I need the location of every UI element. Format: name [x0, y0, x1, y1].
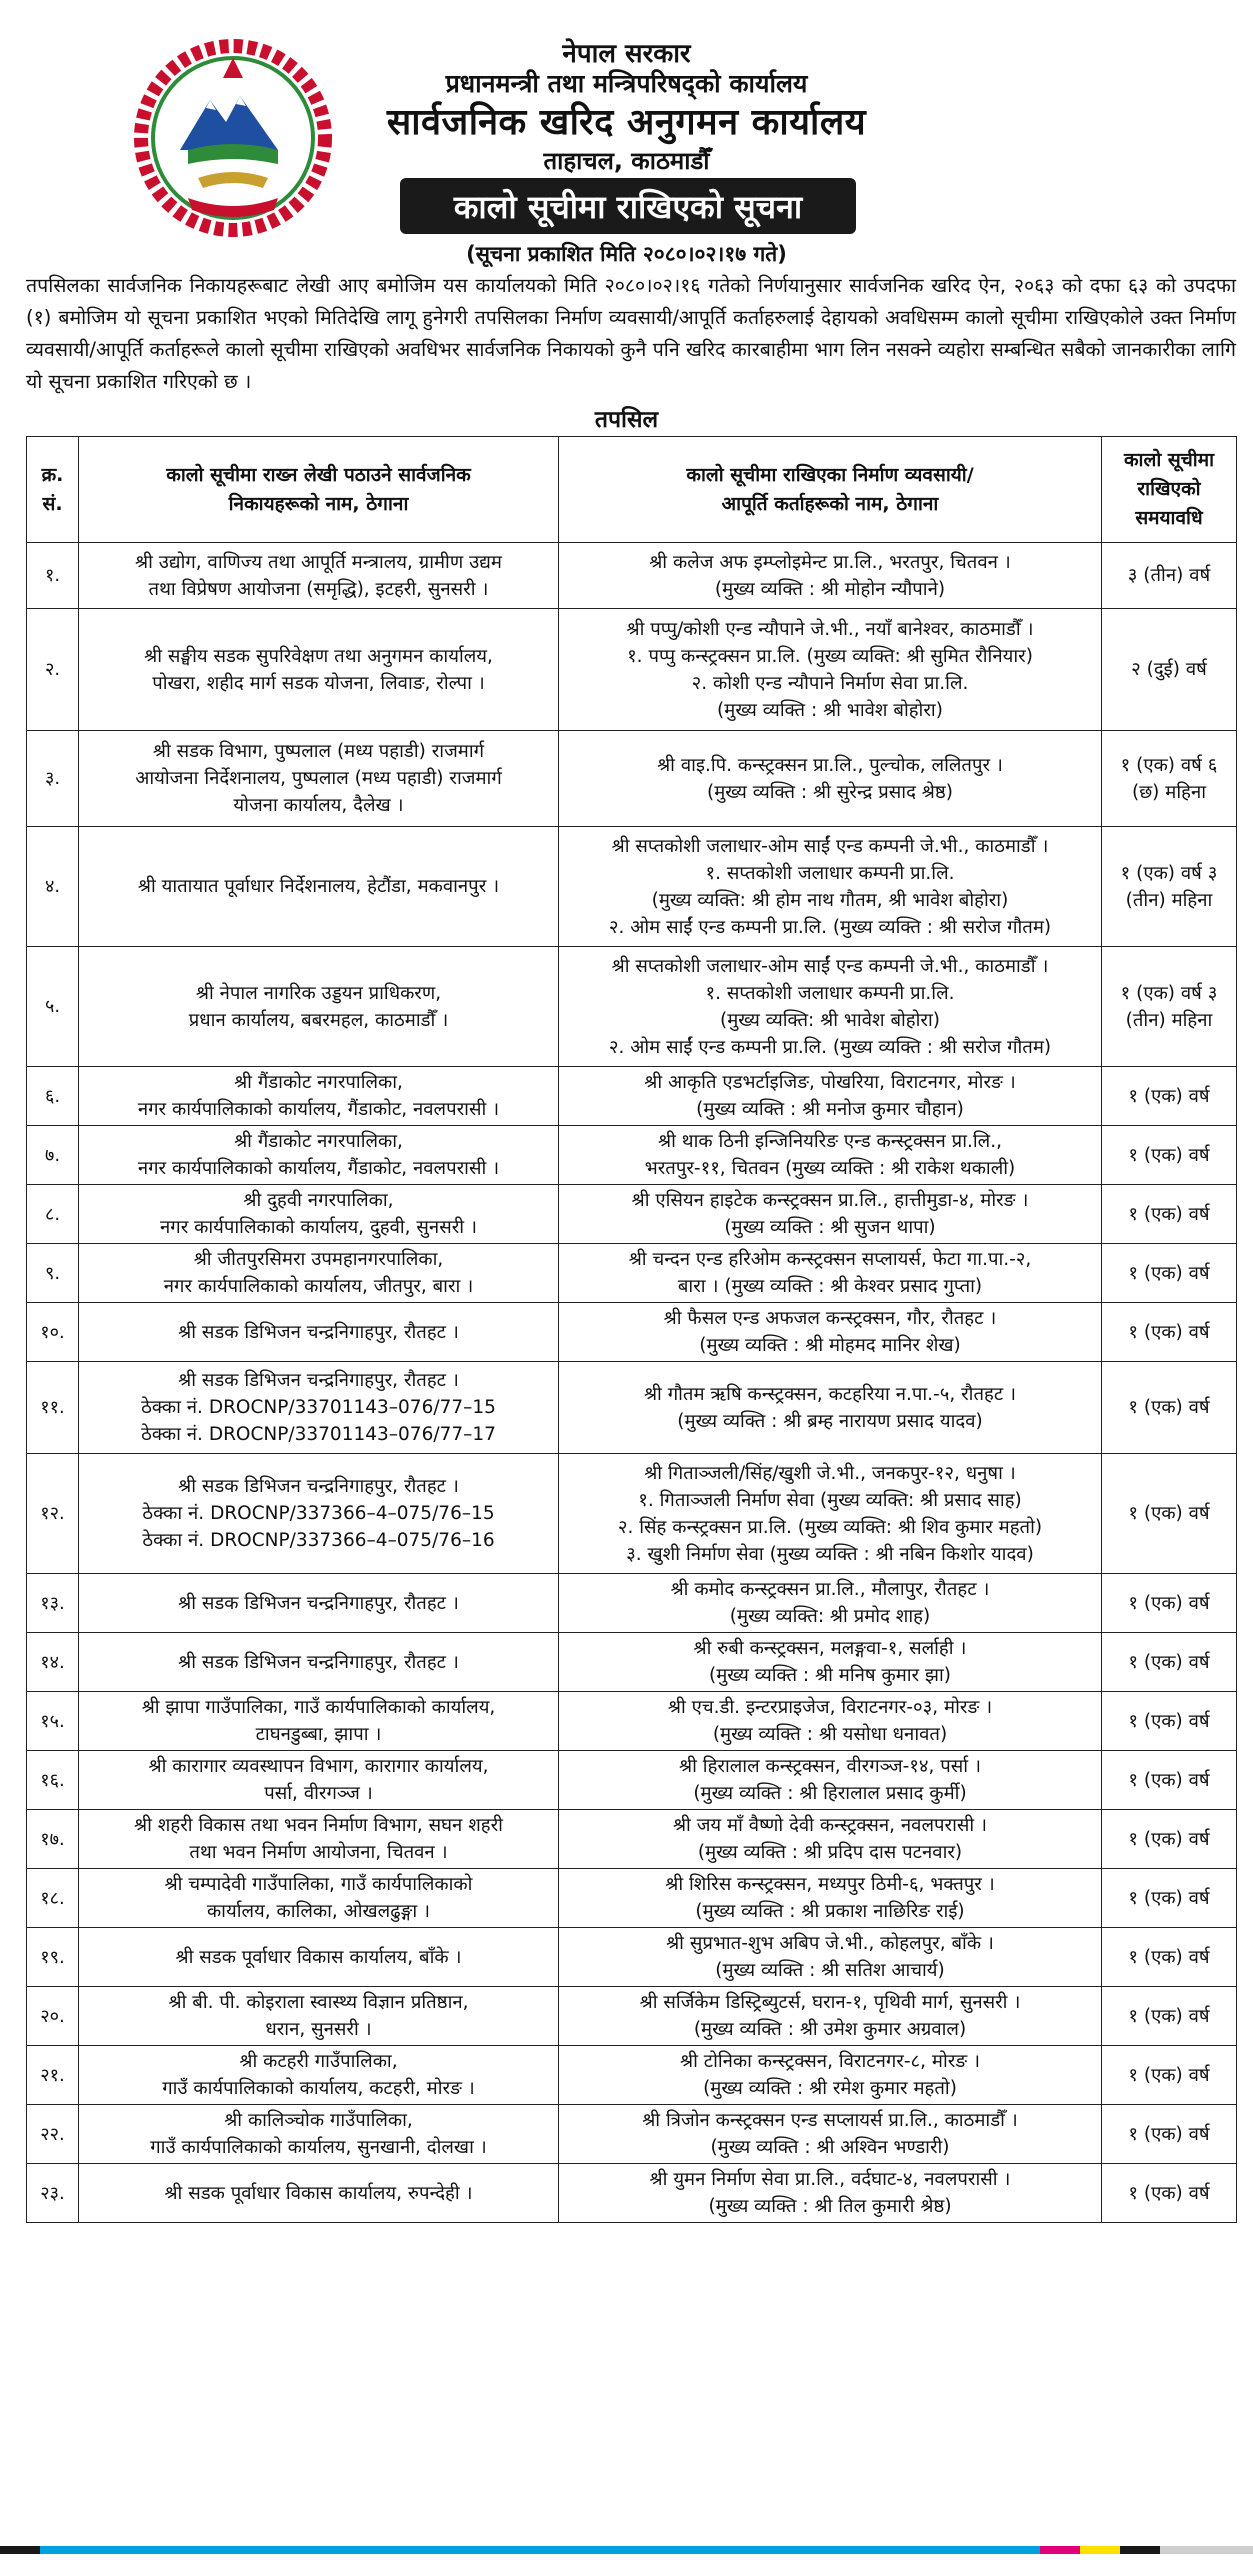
blacklist-table [26, 436, 1237, 2223]
period-line: ३ (तीन) वर्ष [1127, 565, 1211, 586]
contractor-line: १. गिताञ्जली निर्माण सेवा (मुख्य व्यक्ति: श्री प्रसाद साह) [638, 1489, 1022, 1511]
contractor-line: १. सप्तकोशी जलाधार कम्पनी प्रा.लि. [705, 982, 955, 1004]
entity-cell [79, 1244, 559, 1303]
entity-cell [79, 1810, 559, 1869]
contractor-cell [559, 1067, 1102, 1126]
contractor-cell [559, 1244, 1102, 1303]
serial-number: २१. [27, 2046, 79, 2105]
contractor-line: श्री सुप्रभात-शुभ अबिप जे.भी., कोहलपुर, बाँके । [666, 1933, 994, 1954]
entity-line: श्री सडक डिभिजन चन्द्रनिगाहपुर, रौतहट । [178, 1321, 459, 1343]
entity-cell [79, 1303, 559, 1362]
publication-date: (सूचना प्रकाशित मिति २०८०।०२।१७ गते) [466, 242, 787, 266]
entity-cell [79, 1633, 559, 1692]
contractor-cell [559, 2164, 1102, 2223]
period-line: १ (एक) वर्ष ३ [1120, 982, 1218, 1004]
table-row [27, 1633, 1237, 1692]
contractor-cell [559, 1987, 1102, 2046]
contractor-line: (मुख्य व्यक्ति : श्री यसोधा धनावत) [712, 1724, 948, 1745]
period-line: १ (एक) वर्ष [1128, 2182, 1210, 2204]
serial-number: ७. [27, 1126, 79, 1185]
contractor-line: श्री युमन निर्माण सेवा प्रा.लि., वर्दघाट-४, नवलपरासी । [649, 2169, 1011, 2190]
entity-cell [79, 947, 559, 1067]
color-swatch [1040, 2546, 1080, 2554]
serial-number: १२. [27, 1454, 79, 1574]
entity-line: तथा भवन निर्माण आयोजना, चितवन । [189, 1842, 448, 1863]
entity-line: ठेक्का नं. DROCNP/337366–4–075/76–15 [142, 1503, 495, 1524]
contractor-line: (मुख्य व्यक्ति : श्री सुरेन्द्र प्रसाद श्रेष्ठ) [706, 781, 954, 803]
contractor-line: (मुख्य व्यक्ति : श्री अश्विन भण्डारी) [710, 2137, 950, 2158]
period-line: २ (दुई) वर्ष [1131, 659, 1207, 680]
period-line: (तीन) महिना [1125, 889, 1213, 911]
entity-line: श्री सडक डिभिजन चन्द्रनिगाहपुर, रौतहट । [178, 1651, 459, 1673]
ministry-name: प्रधानमन्त्री तथा मन्त्रिपरिषद्को कार्यालय [445, 69, 808, 98]
period-cell [1102, 1751, 1237, 1810]
table-row [27, 1244, 1237, 1303]
entity-cell [79, 1067, 559, 1126]
entity-cell [79, 827, 559, 947]
period-line: १ (एक) वर्ष [1128, 1321, 1210, 1343]
entity-cell [79, 1362, 559, 1454]
entity-line: कार्यालय, कालिका, ओखलढुङ्गा । [206, 1901, 431, 1922]
serial-number: १. [27, 543, 79, 609]
entity-line: श्री जीतपुरसिमरा उपमहानगरपालिका, [193, 1249, 444, 1270]
contractor-line: श्री गिताञ्जली/सिंह/खुशी जे.भी., जनकपुर-१२, धनुषा । [644, 1462, 1016, 1484]
period-cell [1102, 2046, 1237, 2105]
period-line: १ (एक) वर्ष ३ [1120, 862, 1218, 884]
entity-line: आयोजना निर्देशनालय, पुष्पलाल (मध्य पहाडी) राजमार्ग [135, 768, 502, 789]
entity-line: श्री सडक डिभिजन चन्द्रनिगाहपुर, रौतहट । [178, 1592, 459, 1614]
period-line: १ (एक) वर्ष [1128, 1397, 1210, 1418]
entity-line: श्री चम्पादेवी गाउँपालिका, गाउँ कार्यपालिकाको [164, 1874, 473, 1895]
serial-number: ४. [27, 827, 79, 947]
contractor-line: (मुख्य व्यक्ति : श्री मनिष कुमार झा) [709, 1665, 951, 1686]
contractor-line: (मुख्य व्यक्ति: श्री होम नाथ गौतम, श्री भावेश बोहोरा) [651, 889, 1009, 911]
entity-cell [79, 731, 559, 827]
table-row [27, 1987, 1237, 2046]
contractor-line: (मुख्य व्यक्ति : श्री ब्रम्ह नारायण प्रसाद यादव) [677, 1410, 983, 1432]
contractor-cell [559, 731, 1102, 827]
entity-line: श्री सडक विभाग, पुष्पलाल (मध्य पहाडी) राजमार्ग [152, 741, 485, 762]
serial-number: १०. [27, 1303, 79, 1362]
entity-line: पर्सा, वीरगञ्ज । [264, 1783, 373, 1804]
period-cell [1102, 1362, 1237, 1454]
contractor-line: श्री फैसल एन्ड अफजल कन्स्ट्रक्सन, गौर, रौतहट । [663, 1308, 997, 1329]
entity-line: श्री यातायात पूर्वाधार निर्देशनालय, हेटौंडा, मकवानपुर । [137, 876, 500, 897]
period-line: १ (एक) वर्ष [1128, 1946, 1210, 1968]
contractor-cell [559, 1810, 1102, 1869]
period-line: १ (एक) वर्ष [1128, 1085, 1210, 1107]
period-line: १ (एक) वर्ष [1128, 1592, 1210, 1614]
serial-number: १६. [27, 1751, 79, 1810]
entity-line: श्री शहरी विकास तथा भवन निर्माण विभाग, सघन शहरी [134, 1815, 503, 1836]
entity-line: टाघनडुब्बा, झापा । [255, 1724, 382, 1745]
contractor-cell [559, 1692, 1102, 1751]
table-row [27, 1928, 1237, 1987]
period-cell [1102, 1928, 1237, 1987]
table-row [27, 1751, 1237, 1810]
contractor-cell [559, 1574, 1102, 1633]
color-swatch [40, 2546, 1040, 2554]
contractor-cell [559, 2105, 1102, 2164]
period-line: १ (एक) वर्ष [1128, 1651, 1210, 1673]
color-swatch [1120, 2546, 1160, 2554]
contractor-line: श्री वाइ.पि. कन्स्ट्रक्सन प्रा.लि., पुल्चोक, ललितपुर । [657, 754, 1003, 776]
office-name: सार्वजनिक खरिद अनुगमन कार्यालय [386, 102, 867, 143]
contractor-line: श्री सर्जिकेम डिस्ट्रिब्युटर्स, घरान-१, पृथिवी मार्ग, सुनसरी । [639, 1992, 1021, 2013]
entity-line: श्री सडक डिभिजन चन्द्रनिगाहपुर, रौतहट । [178, 1476, 459, 1497]
period-line: १ (एक) वर्ष ६ [1120, 754, 1218, 776]
contractor-cell [559, 1126, 1102, 1185]
entity-cell [79, 1928, 559, 1987]
entity-line: नगर कार्यपालिकाको कार्यालय, दुहवी, सुनसरी । [160, 1217, 477, 1238]
serial-number: ६. [27, 1067, 79, 1126]
contractor-line: (मुख्य व्यक्ति: श्री प्रमोद शाह) [729, 1606, 931, 1627]
entity-cell [79, 1126, 559, 1185]
serial-number: १५. [27, 1692, 79, 1751]
header-line: समयावधि [1135, 507, 1203, 529]
contractor-line: श्री कलेज अफ इम्प्लोइमेन्ट प्रा.लि., भरतपुर, चितवन । [649, 551, 1011, 573]
entity-line: गाउँ कार्यपालिकाको कार्यालय, सुनखानी, दोलखा । [150, 2137, 487, 2158]
header-line: कालो सूचीमा [1123, 449, 1215, 471]
entity-cell [79, 2046, 559, 2105]
entity-line: तथा विप्रेषण आयोजना (समृद्धि), इटहरी, सुनसरी । [148, 578, 489, 600]
contractor-line: (मुख्य व्यक्ति : श्री सतिश आचार्य) [715, 1960, 945, 1981]
table-row [27, 1303, 1237, 1362]
period-line: १ (एक) वर्ष [1128, 1503, 1210, 1524]
table-row [27, 1454, 1237, 1574]
table-row [27, 2164, 1237, 2223]
table-row [27, 1185, 1237, 1244]
header-entity [79, 437, 559, 543]
table-row [27, 1574, 1237, 1633]
entity-line: नगर कार्यपालिकाको कार्यालय, गैंडाकोट, नवलपरासी । [137, 1158, 500, 1179]
period-line: १ (एक) वर्ष [1128, 2064, 1210, 2086]
contractor-line: १. पप्पु कन्स्ट्रक्सन प्रा.लि. (मुख्य व्यक्ति: श्री सुमित रौनियार) [627, 645, 1033, 667]
print-color-bar [0, 2540, 1253, 2560]
contractor-cell [559, 543, 1102, 609]
table-row [27, 2046, 1237, 2105]
header-serial [27, 437, 79, 543]
contractor-line: श्री एच.डी. इन्टरप्राइजेज, विराटनगर-०३, मोरङ । [667, 1697, 993, 1718]
contractor-cell [559, 1185, 1102, 1244]
entity-line: नगर कार्यपालिकाको कार्यालय, जीतपुर, बारा । [163, 1276, 474, 1297]
contractor-cell [559, 1751, 1102, 1810]
period-line: १ (एक) वर्ष [1128, 1769, 1210, 1791]
period-cell [1102, 543, 1237, 609]
entity-line: श्री कालिञ्चोक गाउँपालिका, [224, 2110, 413, 2131]
contractor-line: श्री चन्दन एन्ड हरिओम कन्स्ट्रक्सन सप्लायर्स, फेटा गा.पा.-२, [628, 1249, 1032, 1270]
contractor-line: (मुख्य व्यक्ति : श्री मोहमद मानिर शेख) [699, 1335, 961, 1356]
entity-line: श्री उद्योग, वाणिज्य तथा आपूर्ति मन्त्रालय, ग्रामीण उद्यम [135, 551, 502, 573]
serial-number: १८. [27, 1869, 79, 1928]
entity-line: श्री सङ्घीय सडक सुपरिवेक्षण तथा अनुगमन कार्यालय, [144, 645, 493, 667]
contractor-line: (मुख्य व्यक्ति : श्री प्रकाश नाछिरिङ राई) [695, 1901, 965, 1922]
period-cell [1102, 827, 1237, 947]
schedule-heading: तपसिल [594, 407, 659, 433]
period-cell [1102, 947, 1237, 1067]
header-contractor [559, 437, 1102, 543]
table-row [27, 543, 1237, 609]
entity-line: श्री गैंडाकोट नगरपालिका, [234, 1072, 403, 1093]
period-line: १ (एक) वर्ष [1128, 1144, 1210, 1166]
period-cell [1102, 1185, 1237, 1244]
table-row [27, 1692, 1237, 1751]
entity-line: पोखरा, शहीद मार्ग सडक योजना, लिवाङ, रोल्पा । [152, 672, 485, 694]
entity-line: योजना कार्यालय, दैलेख । [233, 795, 404, 816]
serial-number: २३. [27, 2164, 79, 2223]
contractor-cell [559, 1454, 1102, 1574]
contractor-line: श्री जय माँ वैष्णो देवी कन्स्ट्रक्सन, नवलपरासी । [672, 1815, 988, 1836]
entity-cell [79, 1454, 559, 1574]
contractor-line: (मुख्य व्यक्ति : श्री सुजन थापा) [724, 1217, 936, 1238]
contractor-line: (मुख्य व्यक्ति : श्री मनोज कुमार चौहान) [696, 1099, 964, 1120]
entity-cell [79, 609, 559, 731]
period-cell [1102, 1869, 1237, 1928]
period-cell [1102, 1987, 1237, 2046]
serial-number: २२. [27, 2105, 79, 2164]
contractor-line: (मुख्य व्यक्ति : श्री हिरालाल प्रसाद कुर्मी) [693, 1783, 967, 1804]
contractor-line: श्री सप्तकोशी जलाधार-ओम साईं एन्ड कम्पनी जे.भी., काठमाडौँ । [611, 835, 1049, 857]
entity-line: श्री सडक पूर्वाधार विकास कार्यालय, रुपन्देही । [164, 2182, 473, 2204]
serial-number: २०. [27, 1987, 79, 2046]
header-line: क्र. [41, 463, 64, 486]
header-line: कालो सूचीमा राखिएका निर्माण व्यवसायी/ [686, 463, 974, 486]
contractor-line: २. ओम साईं एन्ड कम्पनी प्रा.लि. (मुख्य व्यक्ति : श्री सरोज गौतम) [608, 1036, 1052, 1058]
contractor-cell [559, 609, 1102, 731]
contractor-line: (मुख्य व्यक्ति : श्री भावेश बोहोरा) [717, 699, 943, 721]
contractor-cell [559, 1869, 1102, 1928]
table-row [27, 1869, 1237, 1928]
serial-number: १९. [27, 1928, 79, 1987]
period-cell [1102, 1303, 1237, 1362]
contractor-line: श्री आकृति एडभर्टाइजिङ, पोखरिया, विराटनगर, मोरङ । [644, 1072, 1016, 1093]
contractor-line: (मुख्य व्यक्ति: श्री भावेश बोहोरा) [720, 1009, 940, 1031]
entity-line: श्री नेपाल नागरिक उड्डयन प्राधिकरण, [195, 982, 442, 1004]
period-cell [1102, 1126, 1237, 1185]
serial-number: १३. [27, 1574, 79, 1633]
contractor-line: भरतपुर-११, चितवन (मुख्य व्यक्ति : श्री राकेश थकाली) [644, 1158, 1016, 1179]
header-line: आपूर्ति कर्ताहरूको नाम, ठेगाना [721, 492, 939, 515]
contractor-cell [559, 2046, 1102, 2105]
period-cell [1102, 1810, 1237, 1869]
entity-cell [79, 2105, 559, 2164]
contractor-line: (मुख्य व्यक्ति : श्री तिल कुमारी श्रेष्ठ) [708, 2196, 952, 2217]
period-cell [1102, 1244, 1237, 1303]
period-line: (तीन) महिना [1125, 1009, 1213, 1031]
contractor-line: श्री थाक ठिनी इन्जिनियरिङ एन्ड कन्स्ट्रक्सन प्रा.लि., [658, 1131, 1002, 1152]
entity-cell [79, 1751, 559, 1810]
contractor-cell [559, 1303, 1102, 1362]
entity-line: श्री झापा गाउँपालिका, गाउँ कार्यपालिकाको कार्यालय, [141, 1697, 496, 1718]
entity-line: श्री बी. पी. कोइराला स्वास्थ्य विज्ञान प्रतिष्ठान, [168, 1992, 469, 2013]
contractor-line: श्री एसियन हाइटेक कन्स्ट्रक्सन प्रा.लि., हात्तीमुडा-४, मोरङ । [631, 1190, 1029, 1211]
period-cell [1102, 2105, 1237, 2164]
table-row [27, 731, 1237, 827]
office-address: ताहाचल, काठमाडौँ [543, 147, 710, 175]
table-row [27, 609, 1237, 731]
entity-line: श्री गैंडाकोट नगरपालिका, [234, 1131, 403, 1152]
period-line: (छ) महिना [1131, 781, 1207, 803]
entity-cell [79, 2164, 559, 2223]
contractor-cell [559, 947, 1102, 1067]
period-line: १ (एक) वर्ष [1128, 2005, 1210, 2027]
contractor-line: ३. खुशी निर्माण सेवा (मुख्य व्यक्ति : श्री नबिन किशोर यादव) [626, 1543, 1034, 1565]
table-row [27, 1810, 1237, 1869]
table-row [27, 1126, 1237, 1185]
period-line: १ (एक) वर्ष [1128, 1203, 1210, 1225]
contractor-line: श्री टोनिका कन्स्ट्रक्सन, विराटनगर-८, मोरङ । [679, 2051, 981, 2072]
contractor-line: श्री सप्तकोशी जलाधार-ओम साईं एन्ड कम्पनी जे.भी., काठमाडौँ । [611, 955, 1049, 977]
contractor-line: श्री गौतम ऋषि कन्स्ट्रक्सन, कटहरिया न.पा.-५, रौतहट । [643, 1383, 1017, 1405]
contractor-line: श्री पप्पु/कोशी एन्ड न्यौपाने जे.भी., नयाँ बानेश्वर, काठमाडौँ । [626, 618, 1034, 640]
contractor-cell [559, 1633, 1102, 1692]
entity-line: नगर कार्यपालिकाको कार्यालय, गैंडाकोट, नवलपरासी । [137, 1099, 500, 1120]
notice-title: कालो सूचीमा राखिएको सूचना [400, 178, 856, 234]
period-line: १ (एक) वर्ष [1128, 1262, 1210, 1284]
contractor-line: २. कोशी एन्ड न्यौपाने निर्माण सेवा प्रा.लि. [691, 672, 969, 694]
table-row [27, 947, 1237, 1067]
entity-cell [79, 1987, 559, 2046]
period-cell [1102, 1067, 1237, 1126]
period-cell [1102, 1633, 1237, 1692]
entity-cell [79, 1869, 559, 1928]
period-line: १ (एक) वर्ष [1128, 2123, 1210, 2145]
serial-number: ५. [27, 947, 79, 1067]
entity-line: श्री दुहवी नगरपालिका, [243, 1190, 394, 1211]
contractor-cell [559, 1362, 1102, 1454]
contractor-line: श्री शिरिस कन्स्ट्रक्सन, मध्यपुर ठिमी-६, भक्तपुर । [665, 1874, 995, 1895]
entity-line: श्री कारागार व्यवस्थापन विभाग, कारागार कार्यालय, [148, 1756, 489, 1777]
intro-paragraph: तपसिलका सार्वजनिक निकायहरूबाट लेखी आए बमोजिम यस कार्यालयको मिति २०८०।०२।१६ गतेको निर्णयानुसार सार्वजनिक खरिद ऐन, २०६३ को दफा ६३ को उपदफा (१) बमोजिम यो सूचना प्रकाशित भएको मितिदेखि लागू हुनेगरी तपसिलका निर्माण व्यवसायी/आपूर्ति कर्ताहरुलाई देहायको अवधिसम्म कालो सूचीमा राखिएकोले उक्त निर्माण व्यवसायी/आपूर्ति कर्ताहरूले कालो सूचीमा राखिएको अवधिभर सार्वजनिक निकायको कुनै पनि खरिद कारबाहीमा भाग लिन नसक्ने व्यहोरा सम्बन्धित सबैको जानकारीका लागि यो सूचना प्रकाशित गरिएको छ । [26, 274, 1236, 393]
entity-cell [79, 1185, 559, 1244]
period-cell [1102, 731, 1237, 827]
contractor-line: १. सप्तकोशी जलाधार कम्पनी प्रा.लि. [705, 862, 955, 884]
period-line: १ (एक) वर्ष [1128, 1710, 1210, 1732]
contractor-line: श्री त्रिजोन कन्स्ट्रक्सन एन्ड सप्लायर्स प्रा.लि., काठमाडौँ । [642, 2110, 1018, 2131]
entity-line: ठेक्का नं. DROCNP/33701143–076/77–17 [141, 1424, 496, 1445]
entity-line: श्री कटहरी गाउँपालिका, [239, 2051, 398, 2072]
header-line: राखिएको [1137, 478, 1201, 500]
contractor-line: श्री हिरालाल कन्स्ट्रक्सन, वीरगञ्ज-१४, पर्सा । [679, 1756, 981, 1777]
entity-line: श्री सडक पूर्वाधार विकास कार्यालय, बाँके । [175, 1946, 462, 1968]
period-cell [1102, 1454, 1237, 1574]
contractor-line: श्री रुबी कन्स्ट्रक्सन, मलङ्गवा-१, सर्लाही । [693, 1638, 967, 1659]
table-row [27, 827, 1237, 947]
period-line: १ (एक) वर्ष [1128, 1828, 1210, 1850]
color-swatch [0, 2546, 40, 2554]
serial-number: ८. [27, 1185, 79, 1244]
header-period [1102, 437, 1237, 543]
contractor-line: बारा । (मुख्य व्यक्ति : श्री केश्वर प्रसाद गुप्ता) [677, 1276, 983, 1297]
header-line: सं. [42, 492, 63, 515]
serial-number: २. [27, 609, 79, 731]
entity-cell [79, 1692, 559, 1751]
entity-cell [79, 1574, 559, 1633]
contractor-line: २. ओम साईं एन्ड कम्पनी प्रा.लि. (मुख्य व्यक्ति : श्री सरोज गौतम) [608, 916, 1052, 938]
contractor-line: श्री कमोद कन्स्ट्रक्सन प्रा.लि., मौलापुर, रौतहट । [670, 1579, 990, 1600]
header-line: कालो सूचीमा राख्न लेखी पठाउने सार्वजनिक [166, 463, 471, 486]
serial-number: ९. [27, 1244, 79, 1303]
entity-cell [79, 543, 559, 609]
contractor-line: २. सिंह कन्स्ट्रक्सन प्रा.लि. (मुख्य व्यक्ति: श्री शिव कुमार महतो) [617, 1516, 1043, 1538]
color-swatch [1160, 2546, 1253, 2554]
table-row [27, 1362, 1237, 1454]
serial-number: १७. [27, 1810, 79, 1869]
government-name: नेपाल सरकार [562, 39, 691, 69]
period-cell [1102, 609, 1237, 731]
entity-line: गाउँ कार्यपालिकाको कार्यालय, कटहरी, मोरङ । [162, 2078, 475, 2099]
notice-header [0, 0, 1253, 266]
table-row [27, 2105, 1237, 2164]
entity-line: धरान, सुनसरी । [265, 2019, 372, 2040]
entity-line: श्री सडक डिभिजन चन्द्रनिगाहपुर, रौतहट । [178, 1370, 459, 1391]
table-row [27, 1067, 1237, 1126]
contractor-line: (मुख्य व्यक्ति : श्री प्रदिप दास पटनवार) [697, 1842, 963, 1863]
contractor-cell [559, 1928, 1102, 1987]
entity-line: ठेक्का नं. DROCNP/337366–4–075/76–16 [142, 1530, 495, 1551]
serial-number: १४. [27, 1633, 79, 1692]
period-cell [1102, 1692, 1237, 1751]
table-header-row [27, 437, 1237, 543]
period-cell [1102, 1574, 1237, 1633]
contractor-cell [559, 827, 1102, 947]
period-line: १ (एक) वर्ष [1128, 1887, 1210, 1909]
contractor-line: (मुख्य व्यक्ति : श्री रमेश कुमार महतो) [703, 2078, 957, 2099]
period-cell [1102, 2164, 1237, 2223]
entity-line: प्रधान कार्यालय, बबरमहल, काठमाडौँ । [188, 1009, 449, 1031]
entity-line: ठेक्का नं. DROCNP/33701143–076/77–15 [141, 1397, 496, 1418]
header-line: निकायहरूको नाम, ठेगाना [228, 492, 409, 515]
contractor-line: (मुख्य व्यक्ति : श्री मोहोन न्यौपाने) [714, 578, 946, 600]
serial-number: ११. [27, 1362, 79, 1454]
contractor-line: (मुख्य व्यक्ति : श्री उमेश कुमार अग्रवाल) [693, 2019, 967, 2040]
serial-number: ३. [27, 731, 79, 827]
color-swatch [1080, 2546, 1120, 2554]
